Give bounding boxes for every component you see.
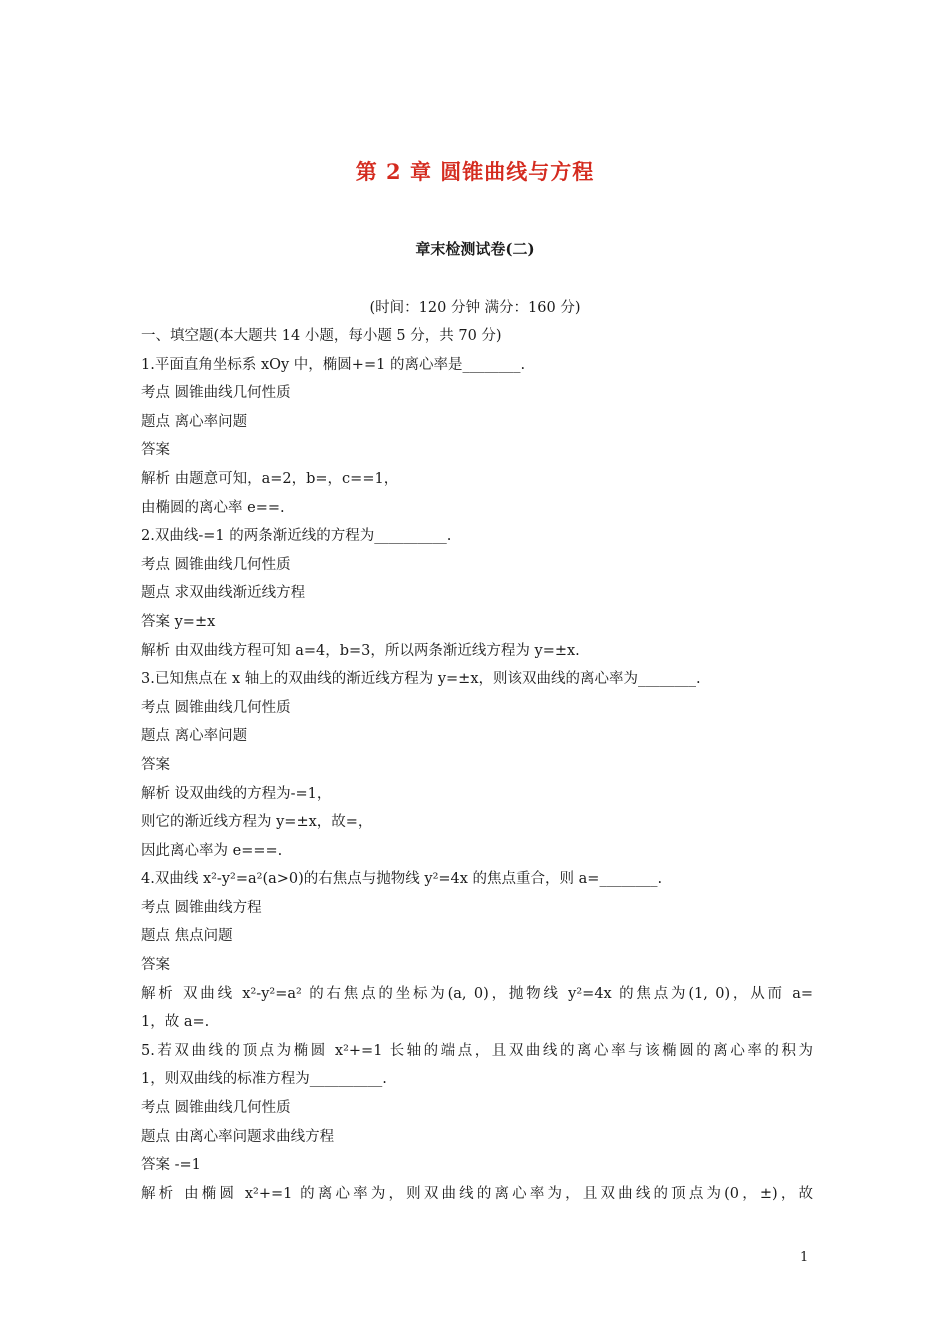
time-score-info: (时间：120 分钟 满分：160 分) <box>369 300 581 316</box>
q2-answer: 答案 y=±x <box>141 613 216 630</box>
test-subtitle: 章末检测试卷(二) <box>415 240 535 258</box>
chapter-title: 第 2 章 圆锥曲线与方程 <box>355 159 595 184</box>
q5-subtopic: 题点 由离心率问题求曲线方程 <box>141 1128 335 1145</box>
question-3: 3.已知焦点在 x 轴上的双曲线的渐近线方程为 y=±x，则该双曲线的离心率为________. <box>141 671 701 688</box>
q3-subtopic: 题点 离心率问题 <box>141 728 248 745</box>
q5-solution: 解析 由椭圆 x²+=1 的离心率为，则双曲线的离心率为，且双曲线的顶点为(0，±)，故 <box>141 1185 813 1202</box>
question-1: 1.平面直角坐标系 xOy 中，椭圆+=1 的离心率是________. <box>141 356 526 373</box>
q4-topic: 考点 圆锥曲线方程 <box>141 899 262 916</box>
question-2: 2.双曲线-=1 的两条渐近线的方程为__________. <box>141 528 452 545</box>
q4-answer: 答案 <box>141 957 170 974</box>
q3-solution-end: 因此离心率为 e===. <box>141 842 283 859</box>
q3-answer: 答案 <box>141 756 170 773</box>
q4-subtopic: 题点 焦点问题 <box>141 928 233 945</box>
q3-solution-cont: 则它的渐近线方程为 y=±x，故=， <box>141 814 373 831</box>
page-number: 1 <box>800 1250 809 1265</box>
q1-subtopic: 题点 离心率问题 <box>141 413 248 430</box>
question-4: 4.双曲线 x²-y²=a²(a>0)的右焦点与抛物线 y²=4x 的焦点重合，则 a=________. <box>141 871 663 888</box>
question-5: 5.若双曲线的顶点为椭圆 x²+=1 长轴的端点，且双曲线的离心率与该椭圆的离心率的积为 <box>141 1042 813 1059</box>
q4-solution-cont: 1，故 a=. <box>141 1014 210 1031</box>
q1-topic: 考点 圆锥曲线几何性质 <box>141 385 291 402</box>
section-heading: 一、填空题(本大题共 14 小题，每小题 5 分，共 70 分) <box>141 328 502 344</box>
q4-solution: 解析 双曲线 x²-y²=a² 的右焦点的坐标为(a, 0)，抛物线 y²=4x 的焦点为(1, 0)，从而 a= <box>141 985 813 1002</box>
q1-solution-cont: 由椭圆的离心率 e==. <box>141 499 285 516</box>
question-5-cont: 1，则双曲线的标准方程为__________. <box>141 1071 387 1088</box>
q2-topic: 考点 圆锥曲线几何性质 <box>141 556 291 573</box>
q2-solution: 解析 由双曲线方程可知 a=4，b=3，所以两条渐近线方程为 y=±x. <box>141 642 580 659</box>
q1-answer: 答案 <box>141 442 170 459</box>
q2-subtopic: 题点 求双曲线渐近线方程 <box>141 585 306 602</box>
q3-solution: 解析 设双曲线的方程为-=1， <box>141 785 332 802</box>
q5-topic: 考点 圆锥曲线几何性质 <box>141 1100 291 1117</box>
document-body <box>141 322 813 1208</box>
q3-topic: 考点 圆锥曲线几何性质 <box>141 699 291 716</box>
q5-answer: 答案 -=1 <box>141 1157 201 1174</box>
q1-solution: 解析 由题意可知，a=2，b=，c==1， <box>141 470 399 487</box>
